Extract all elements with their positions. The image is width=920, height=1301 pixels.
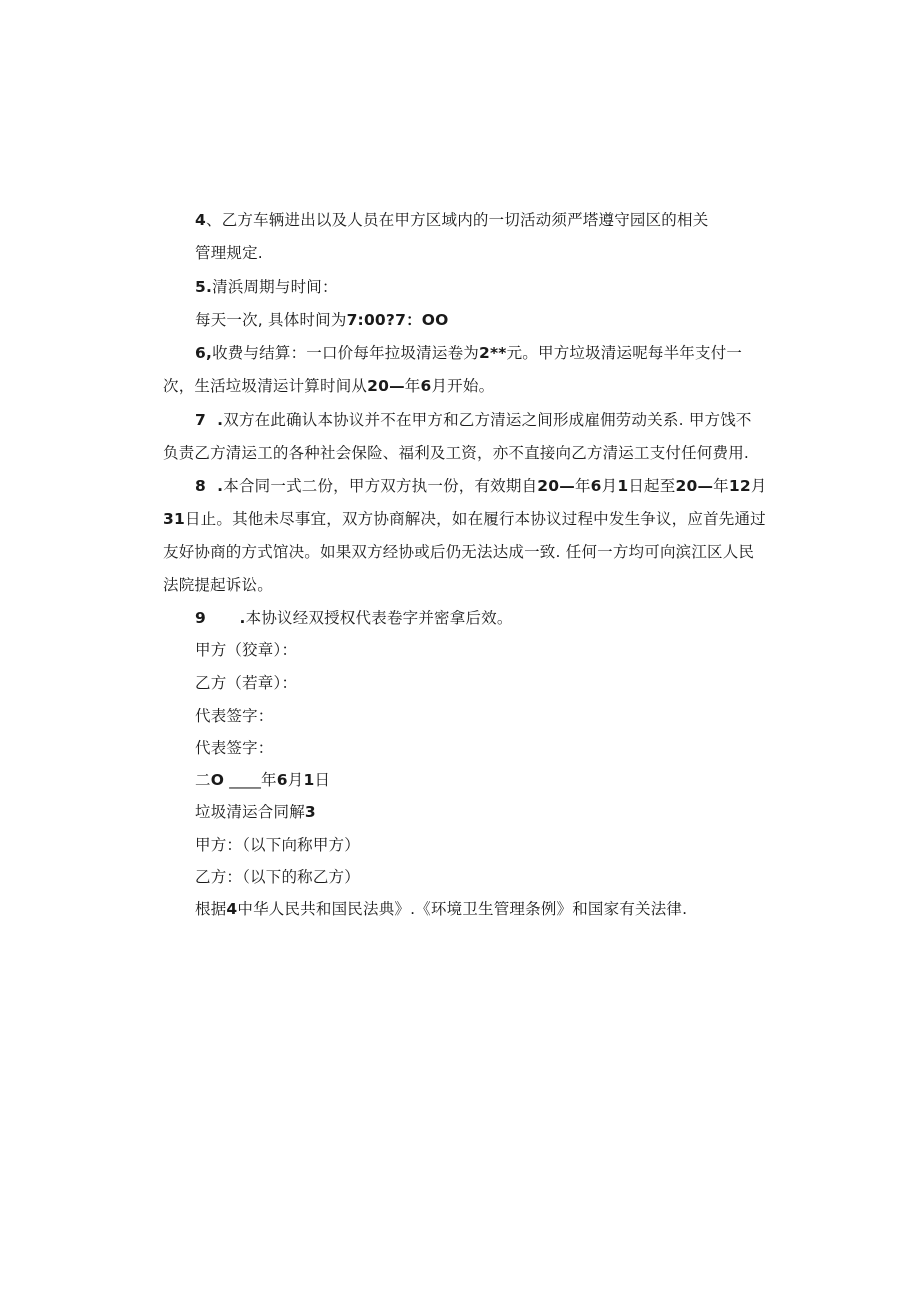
clause-8-line-3	[163, 542, 754, 562]
clause-7-line-1	[195, 410, 752, 430]
clause-number: 5.	[195, 278, 213, 296]
clause-5-detail	[195, 310, 449, 330]
clause-text: 年	[404, 377, 421, 395]
time-value: 7:00?7：OO	[346, 311, 449, 329]
signature-label: 代表签字：	[195, 739, 274, 757]
clause-text: 负责乙方清运工的各种社会保险、福利及工资，亦不直接向乙方清运工支付任何费用.	[163, 444, 750, 462]
party-a-line	[195, 835, 360, 855]
clause-6-line-1	[195, 343, 742, 363]
month-value: 12	[728, 477, 751, 495]
clause-number: 6,	[195, 344, 213, 362]
clause-text: 清浜周期与时间：	[212, 278, 338, 296]
clause-number: 8 .	[195, 477, 224, 495]
clause-7-line-2	[163, 443, 749, 463]
party-label: 乙方：（以下的称乙方）	[195, 868, 360, 886]
clause-text: 年	[574, 477, 591, 495]
contract-title	[195, 802, 316, 822]
date-text: 日	[314, 771, 331, 789]
clause-8-line-4	[163, 575, 273, 595]
signature-label: 代表签字：	[195, 707, 274, 725]
year-value: 20—	[537, 477, 575, 495]
date-text: O	[210, 771, 225, 789]
clause-number: 7 .	[195, 411, 224, 429]
clause-text: 日止。其他未尽事宜，双方协商解决，如在履行本协议过程中发生争议，应首先通过	[184, 510, 766, 528]
year-value: 20—	[367, 377, 405, 395]
clause-text: 法院提起诉讼。	[163, 576, 273, 594]
clause-text: 年	[713, 477, 729, 495]
signing-date	[195, 770, 330, 790]
clause-5-heading	[195, 277, 338, 297]
date-text: 二	[195, 771, 211, 789]
representative-signature-1	[195, 706, 274, 726]
day-value: 1	[617, 477, 629, 495]
clause-text: 管理规定.	[195, 244, 263, 262]
clause-text: 根据	[195, 900, 227, 918]
year-value: 20—	[675, 477, 714, 495]
clause-8-line-1	[195, 476, 767, 496]
clause-6-line-2	[163, 376, 494, 396]
clause-text: 友好协商的方式馆决。如果双方经协或后仍无法达成一致. 任何一方均可向滨江区人民	[163, 543, 755, 561]
party-a-seal	[195, 640, 297, 660]
signature-label: 甲方（狡章）：	[195, 641, 298, 659]
title-text: 垃圾清运合同解	[195, 803, 305, 821]
clause-4-line-1	[195, 210, 708, 230]
clause-text: 、乙方车辆进出以及人员在甲方区域内的一切活动须严塔遵守园区的相关	[206, 211, 709, 229]
clause-4-line-2	[195, 243, 263, 263]
clause-text: 本合同一式二份，甲方双方执一份，有效期自	[223, 477, 538, 495]
clause-text: 元。甲方垃圾清运呢每半年支付一	[506, 344, 743, 362]
party-label: 甲方：（以下向称甲方）	[195, 836, 360, 854]
title-number: 3	[304, 803, 316, 821]
clause-text: 收费与结算：一口价每年拉圾清运卷为	[212, 344, 479, 362]
price-value: 2**	[478, 344, 507, 362]
month-value: 6	[420, 377, 432, 395]
party-b-seal	[195, 673, 297, 693]
day-value: 31	[163, 510, 185, 528]
month-value: 6	[590, 477, 602, 495]
legal-basis	[195, 899, 687, 919]
signature-label: 乙方（若章）：	[195, 674, 298, 692]
clause-number: 9 .	[195, 609, 246, 627]
date-text: ____年	[224, 771, 277, 789]
clause-text: 次，生活垃圾清运计算时间从	[163, 377, 368, 395]
clause-9	[195, 608, 513, 628]
clause-text: 每天一次, 具体时间为	[195, 311, 347, 329]
clause-text: 本协议经双授权代表卷字并密拿后效。	[245, 609, 513, 627]
clause-number: 4	[195, 211, 206, 229]
clause-text: 日起至	[628, 477, 676, 495]
month-value: 6	[276, 771, 288, 789]
clause-text: 月开始。	[431, 377, 495, 395]
clause-number: 4	[226, 900, 238, 918]
day-value: 1	[303, 771, 315, 789]
party-b-line	[195, 867, 360, 887]
clause-8-line-2	[163, 509, 766, 529]
date-text: 月	[287, 771, 304, 789]
clause-text: 双方在此确认本协议并不在甲方和乙方清运之间形成雇佣劳动关系. 甲方饯不	[223, 411, 752, 429]
clause-text: 月	[750, 477, 767, 495]
representative-signature-2	[195, 738, 274, 758]
clause-text: 月	[601, 477, 618, 495]
clause-text: 中华人民共和国民法典》.《环境卫生管理条例》和国家有关法律.	[237, 900, 688, 918]
